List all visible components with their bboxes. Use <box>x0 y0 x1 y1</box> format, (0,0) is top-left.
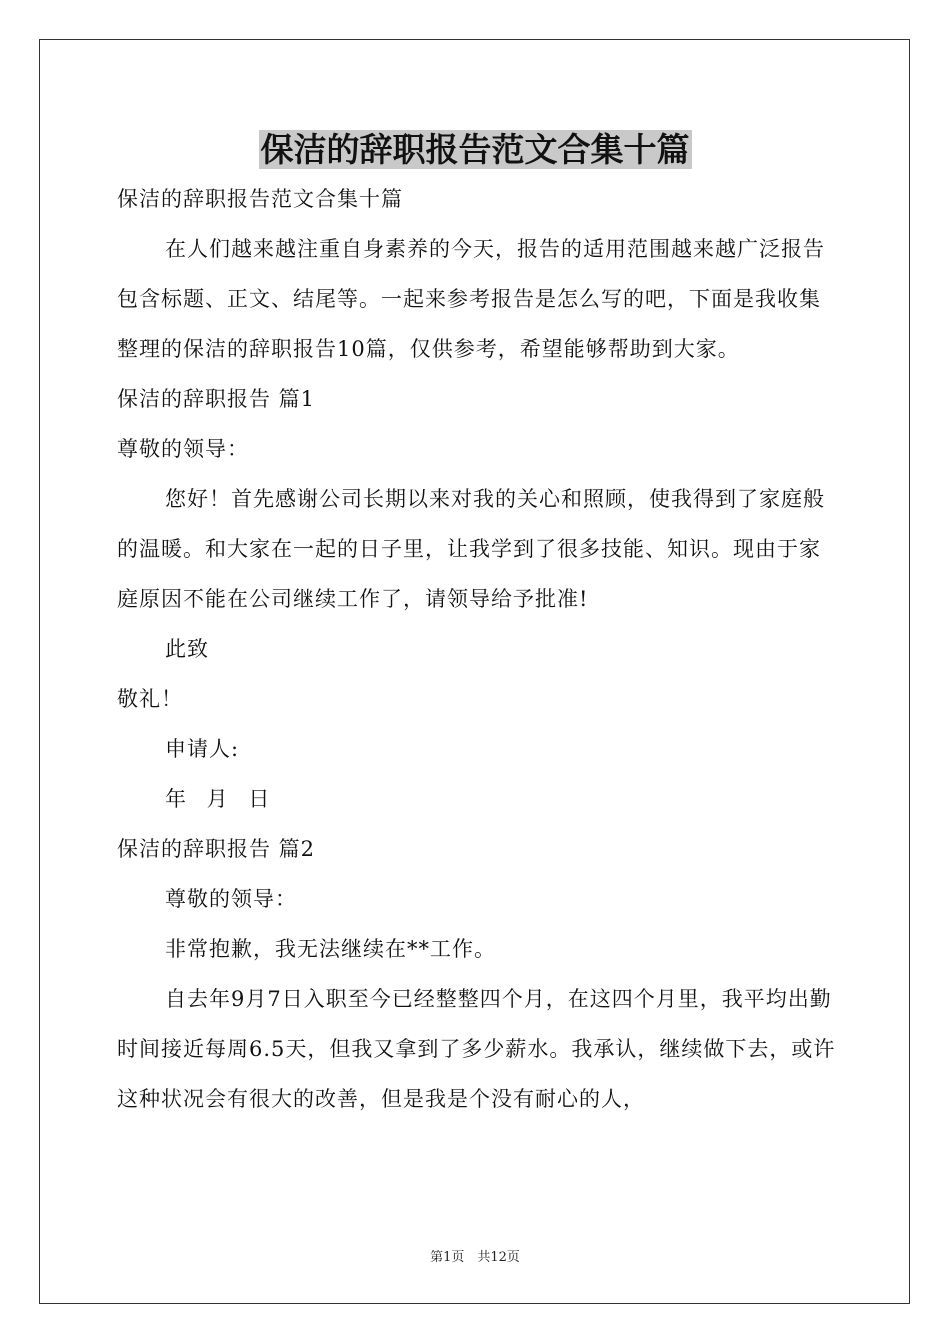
date-line: 年 月 日 <box>165 787 271 811</box>
intro-paragraph: 在人们越来越注重自身素养的今天，报告的适用范围越来越广泛报告包含标题、正文、结尾等。一起来参考报告是怎么写的吧，下面是我收集整理的保洁的辞职报告10篇，仅供参考，希望能够帮助到大家。 <box>117 237 825 361</box>
section-heading-1: 保洁的辞职报告 篇1 <box>117 387 316 411</box>
closing-jingli: 敬礼！ <box>117 687 183 711</box>
document-body <box>117 174 837 1124</box>
letter-body-2: 自去年9月7日入职至今已经整整四个月，在这四个月里，我平均出勤时间接近每周6.5天，但我又拿到了多少薪水。我承认，继续做下去，或许这种状况会有很大的改善，但是我是个没有耐心的人， <box>117 987 836 1111</box>
page-footer <box>0 1246 950 1265</box>
salutation-2: 尊敬的领导： <box>165 887 297 911</box>
applicant-line: 申请人: <box>165 737 240 761</box>
page-number: 第1页 共12页 <box>430 1250 520 1265</box>
section-heading-2: 保洁的辞职报告 篇2 <box>117 837 316 861</box>
salutation-1: 尊敬的领导： <box>117 437 249 461</box>
document-title <box>0 126 950 174</box>
closing-cizhi: 此致 <box>165 637 209 661</box>
apology-line: 非常抱歉，我无法继续在**工作。 <box>165 937 496 961</box>
subtitle-line: 保洁的辞职报告范文合集十篇 <box>117 187 403 211</box>
title-text: 保洁的辞职报告范文合集十篇 <box>260 130 690 169</box>
letter-body-1: 您好！首先感谢公司长期以来对我的关心和照顾，使我得到了家庭般的温暖。和大家在一起的日子里，让我学到了很多技能、知识。现由于家庭原因不能在公司继续工作了，请领导给予批准! <box>117 487 825 611</box>
